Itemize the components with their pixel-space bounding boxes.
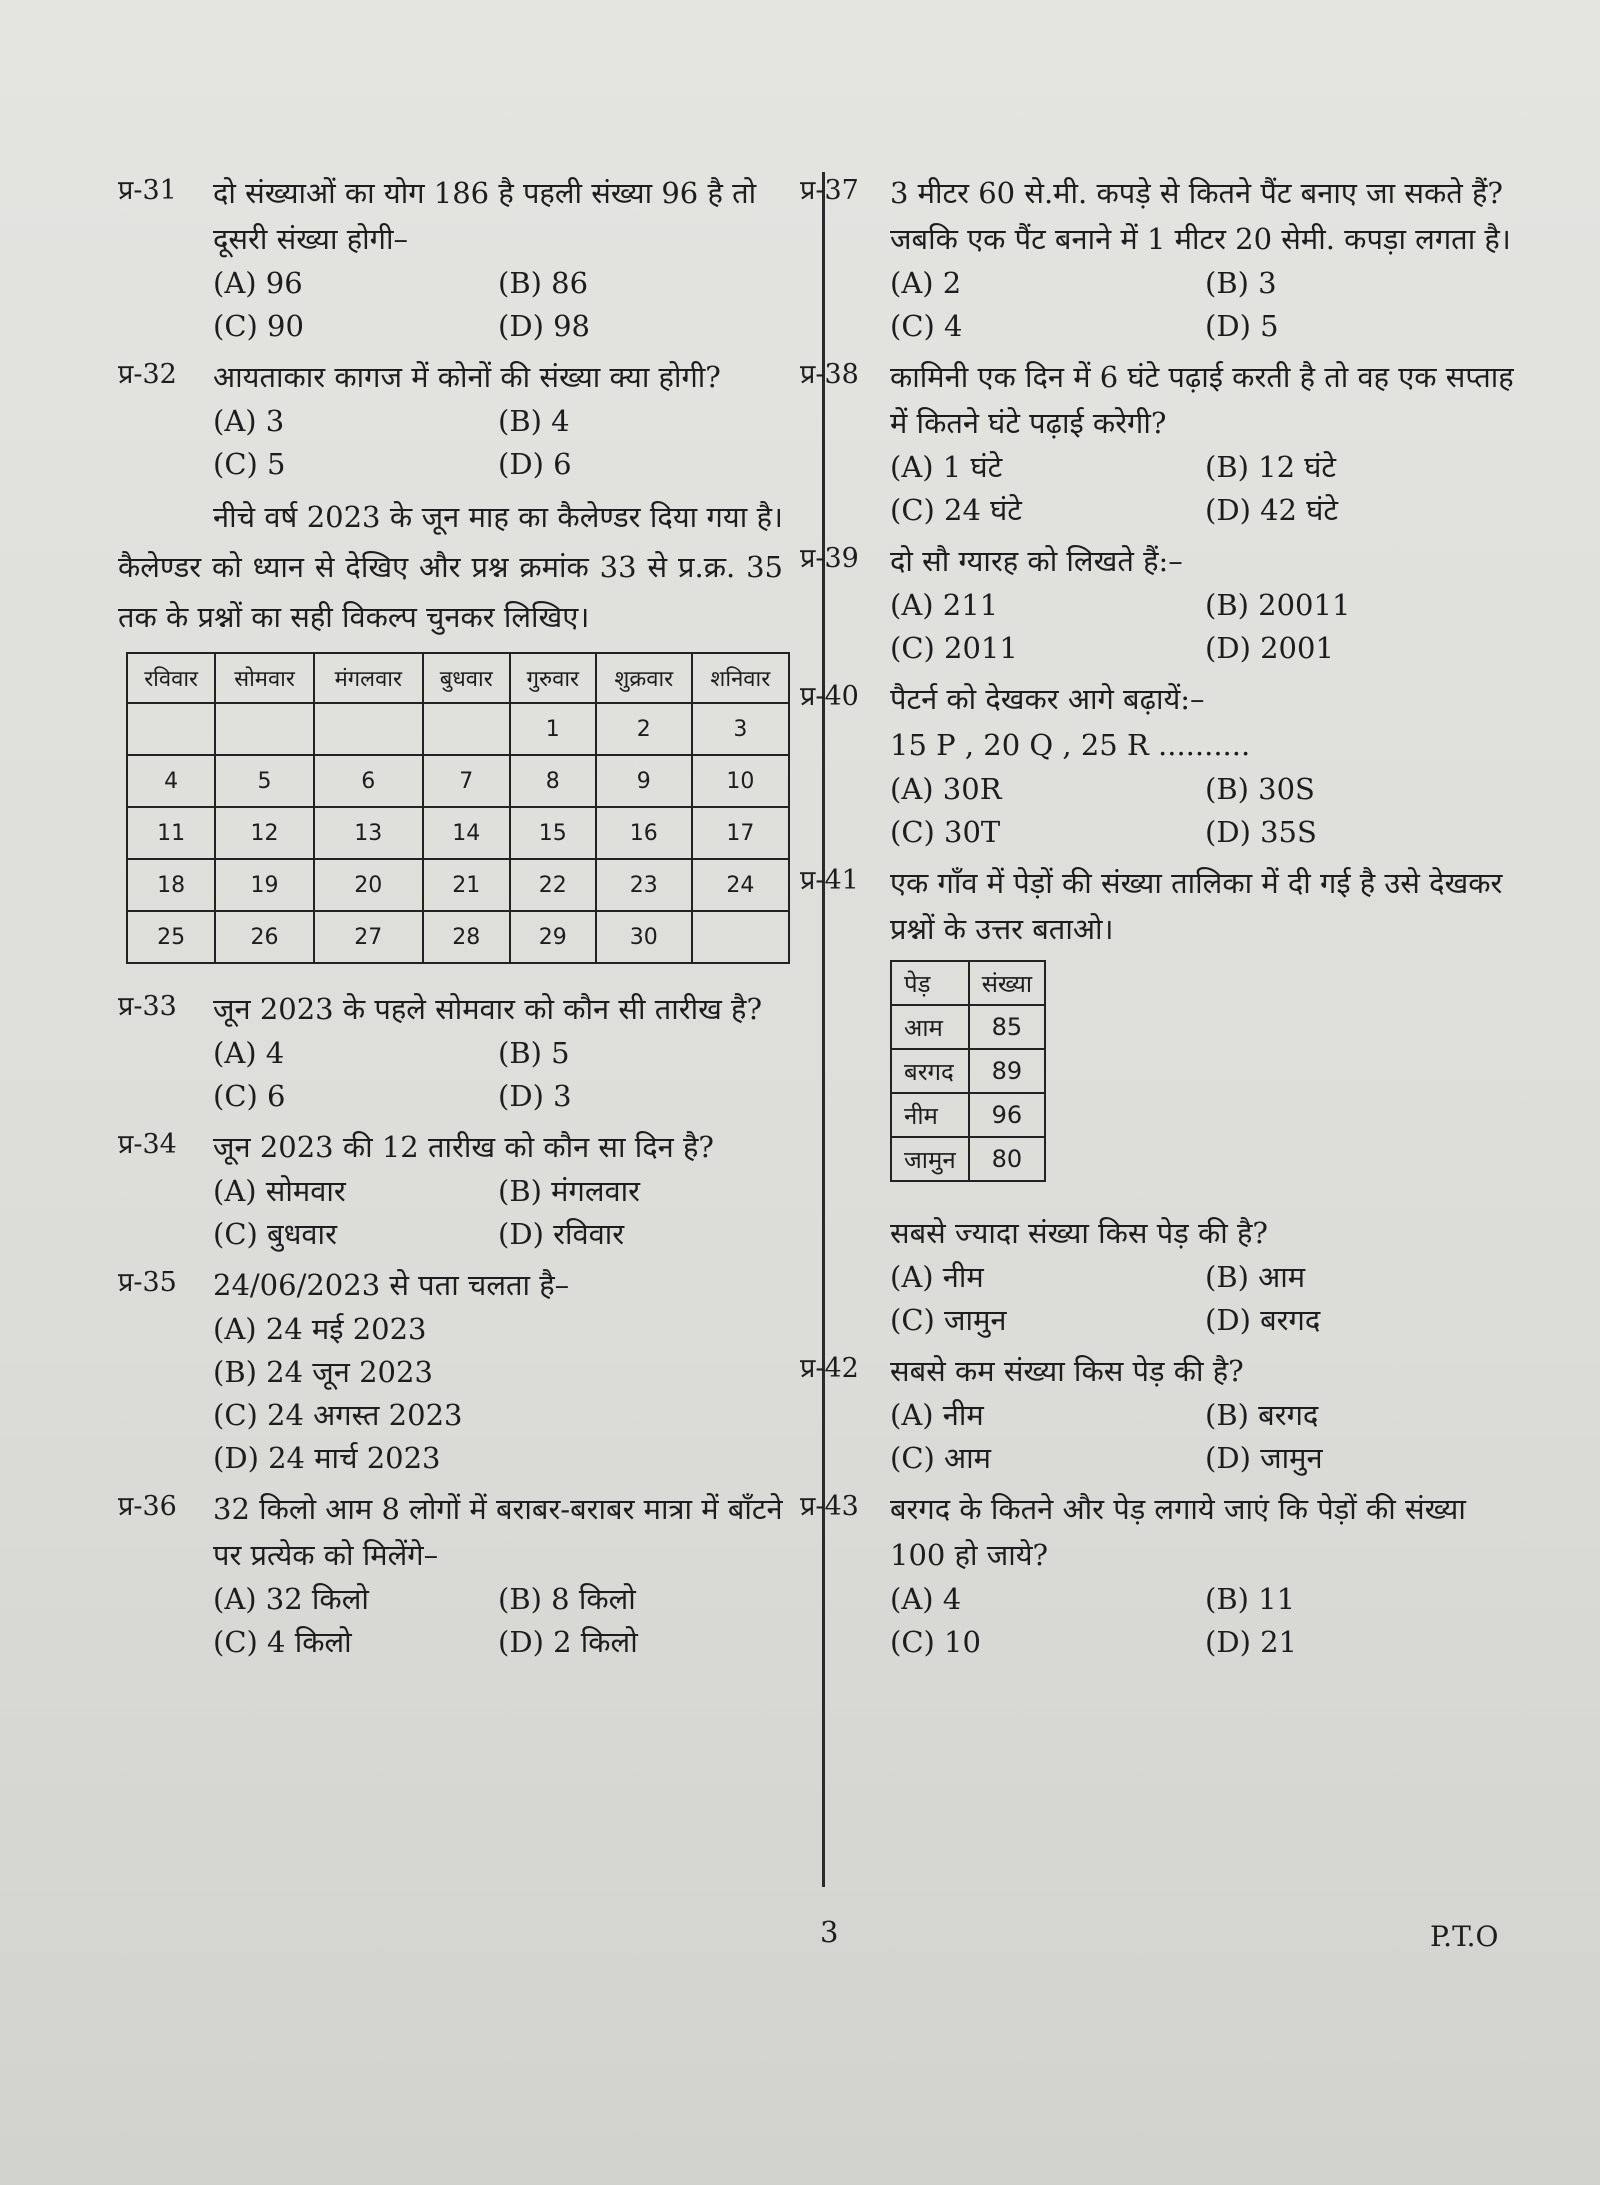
question-number: प्र-34 bbox=[118, 1129, 177, 1160]
tree-count: 85 bbox=[969, 1005, 1045, 1049]
question-number: प्र-36 bbox=[118, 1491, 177, 1522]
option-c: (C) 90 bbox=[213, 309, 304, 343]
option-b: (B) 12 घंटे bbox=[1205, 450, 1337, 484]
calendar-day: 16 bbox=[596, 807, 692, 859]
june-2023-calendar bbox=[126, 652, 790, 964]
calendar-day: 12 bbox=[215, 807, 314, 859]
option-b: (B) 3 bbox=[1205, 266, 1277, 300]
tree-name: जामुन bbox=[891, 1137, 969, 1181]
option-a: (A) 4 bbox=[890, 1582, 962, 1616]
question-number: प्र-33 bbox=[118, 991, 177, 1022]
option-d: (D) 2001 bbox=[1205, 631, 1334, 665]
pto-label: P.T.O bbox=[1430, 1920, 1499, 1953]
option-c: (C) 5 bbox=[213, 447, 286, 481]
question-text: 32 किलो आम 8 लोगों में बराबर-बराबर मात्रा में बाँटने पर प्रत्येक को मिलेंगे– bbox=[213, 1492, 783, 1572]
question-number: प्र-38 bbox=[800, 359, 859, 390]
option-c: (C) 6 bbox=[213, 1079, 286, 1113]
question-text: जून 2023 के पहले सोमवार को कौन सी तारीख है? bbox=[213, 992, 762, 1026]
option-d: (D) 5 bbox=[1205, 309, 1279, 343]
question-36 bbox=[118, 1486, 783, 1664]
calendar-day: 10 bbox=[692, 755, 789, 807]
option-d: (D) रविवार bbox=[498, 1217, 625, 1251]
question-33 bbox=[118, 986, 783, 1118]
calendar-header: गुरुवार bbox=[510, 653, 596, 703]
option-b: (B) 8 किलो bbox=[498, 1582, 636, 1616]
right-column bbox=[800, 170, 1520, 1670]
calendar-day: 26 bbox=[215, 911, 314, 963]
calendar-day: 7 bbox=[423, 755, 510, 807]
question-text: कामिनी एक दिन में 6 घंटे पढ़ाई करती है तो वह एक सप्ताह में कितने घंटे पढ़ाई करेगी? bbox=[890, 360, 1514, 440]
question-number: प्र-43 bbox=[800, 1491, 859, 1522]
option-d: (D) 35S bbox=[1205, 815, 1317, 849]
calendar-day: 5 bbox=[215, 755, 314, 807]
option-c: (C) 24 अगस्त 2023 bbox=[213, 1398, 463, 1432]
question-number: प्र-40 bbox=[800, 681, 859, 712]
calendar-day: 3 bbox=[692, 703, 789, 755]
question-text: एक गाँव में पेड़ों की संख्या तालिका में दी गई है उसे देखकर प्रश्नों के उत्तर बताओ। bbox=[890, 866, 1503, 946]
question-number: प्र-35 bbox=[118, 1267, 177, 1298]
question-text: बरगद के कितने और पेड़ लगाये जाएं कि पेड़ों की संख्या 100 हो जाये? bbox=[890, 1492, 1466, 1572]
calendar-day: 17 bbox=[692, 807, 789, 859]
calendar-day: 18 bbox=[127, 859, 215, 911]
option-d: (D) 98 bbox=[498, 309, 590, 343]
calendar-day bbox=[314, 703, 423, 755]
option-d: (D) 2 किलो bbox=[498, 1625, 638, 1659]
page-number: 3 bbox=[820, 1915, 839, 1949]
calendar-intro: नीचे वर्ष 2023 के जून माह का कैलेण्डर दिया गया है। कैलेण्डर को ध्यान से देखिए और प्रश्न क्रमांक 33 से प्र.क्र. 35 तक के प्रश्नों का सही विकल्प चुनकर लिखिए। bbox=[118, 500, 783, 634]
question-text: जून 2023 की 12 तारीख को कौन सा दिन है? bbox=[213, 1130, 714, 1164]
tree-count: 80 bbox=[969, 1137, 1045, 1181]
calendar-week bbox=[127, 859, 789, 911]
tree-count: 89 bbox=[969, 1049, 1045, 1093]
tree-name: नीम bbox=[891, 1093, 969, 1137]
tree-count: 96 bbox=[969, 1093, 1045, 1137]
calendar-day: 30 bbox=[596, 911, 692, 963]
tree-count-table bbox=[890, 960, 1046, 1182]
question-38 bbox=[800, 354, 1520, 532]
option-a: (A) सोमवार bbox=[213, 1174, 346, 1208]
option-c: (C) 10 bbox=[890, 1625, 981, 1659]
calendar-day: 19 bbox=[215, 859, 314, 911]
option-d: (D) 42 घंटे bbox=[1205, 493, 1338, 527]
sub-question-text: सबसे ज्यादा संख्या किस पेड़ की है? bbox=[890, 1216, 1268, 1250]
calendar-day: 20 bbox=[314, 859, 423, 911]
option-d: (D) 24 मार्च 2023 bbox=[213, 1441, 441, 1475]
calendar-day: 21 bbox=[423, 859, 510, 911]
calendar-day: 9 bbox=[596, 755, 692, 807]
calendar-header: बुधवार bbox=[423, 653, 510, 703]
option-b: (B) 5 bbox=[498, 1036, 570, 1070]
calendar-header: शनिवार bbox=[692, 653, 789, 703]
option-a: (A) 211 bbox=[890, 588, 999, 622]
option-c: (C) 30T bbox=[890, 815, 1001, 849]
option-a: (A) 1 घंटे bbox=[890, 450, 1003, 484]
calendar-day: 27 bbox=[314, 911, 423, 963]
question-37 bbox=[800, 170, 1520, 348]
tree-name: बरगद bbox=[891, 1049, 969, 1093]
calendar-week bbox=[127, 755, 789, 807]
calendar-day: 2 bbox=[596, 703, 692, 755]
calendar-day: 13 bbox=[314, 807, 423, 859]
question-text: दो सौ ग्यारह को लिखते हैं:– bbox=[890, 544, 1183, 578]
question-text: सबसे कम संख्या किस पेड़ की है? bbox=[890, 1354, 1244, 1388]
option-a: (A) 2 bbox=[890, 266, 962, 300]
option-d: (D) बरगद bbox=[1205, 1303, 1321, 1337]
option-c: (C) 4 किलो bbox=[213, 1625, 352, 1659]
tree-table-header: संख्या bbox=[969, 961, 1045, 1005]
calendar-header: शुक्रवार bbox=[596, 653, 692, 703]
option-a: (A) नीम bbox=[890, 1398, 984, 1432]
calendar-day: 14 bbox=[423, 807, 510, 859]
tree-table-header: पेड़ bbox=[891, 961, 969, 1005]
calendar-header: मंगलवार bbox=[314, 653, 423, 703]
calendar-day: 1 bbox=[510, 703, 596, 755]
option-b: (B) आम bbox=[1205, 1260, 1306, 1294]
calendar-header: रविवार bbox=[127, 653, 215, 703]
option-a: (A) 4 bbox=[213, 1036, 285, 1070]
table-row bbox=[891, 1049, 1045, 1093]
question-text: 3 मीटर 60 से.मी. कपड़े से कितने पैंट बनाए जा सकते हैं? जबकि एक पैंट बनाने में 1 मीटर 20 सेमी. कपड़ा लगता है। bbox=[890, 176, 1511, 256]
calendar-day: 8 bbox=[510, 755, 596, 807]
option-d: (D) 3 bbox=[498, 1079, 572, 1113]
question-number: प्र-41 bbox=[800, 865, 859, 896]
pattern-text: 15 P , 20 Q , 25 R .......... bbox=[890, 728, 1251, 762]
question-number: प्र-31 bbox=[118, 175, 177, 206]
question-number: प्र-32 bbox=[118, 359, 177, 390]
option-b: (B) 86 bbox=[498, 266, 589, 300]
calendar-day: 25 bbox=[127, 911, 215, 963]
option-b: (B) 11 bbox=[1205, 1582, 1296, 1616]
calendar-day: 15 bbox=[510, 807, 596, 859]
question-34 bbox=[118, 1124, 783, 1256]
option-d: (D) 6 bbox=[498, 447, 572, 481]
option-a: (A) नीम bbox=[890, 1260, 984, 1294]
question-41 bbox=[800, 860, 1520, 1342]
option-a: (A) 24 मई 2023 bbox=[213, 1312, 427, 1346]
calendar-day: 4 bbox=[127, 755, 215, 807]
table-row bbox=[891, 1005, 1045, 1049]
question-42 bbox=[800, 1348, 1520, 1480]
calendar-day: 23 bbox=[596, 859, 692, 911]
calendar-header: सोमवार bbox=[215, 653, 314, 703]
calendar-week bbox=[127, 807, 789, 859]
question-43 bbox=[800, 1486, 1520, 1664]
option-a: (A) 3 bbox=[213, 404, 285, 438]
question-35 bbox=[118, 1262, 783, 1480]
calendar-day: 11 bbox=[127, 807, 215, 859]
option-b: (B) 4 bbox=[498, 404, 570, 438]
option-d: (D) जामुन bbox=[1205, 1441, 1323, 1475]
option-b: (B) मंगलवार bbox=[498, 1174, 640, 1208]
calendar-day: 24 bbox=[692, 859, 789, 911]
calendar-day: 6 bbox=[314, 755, 423, 807]
calendar-day bbox=[127, 703, 215, 755]
option-a: (A) 32 किलो bbox=[213, 1582, 369, 1616]
option-c: (C) 2011 bbox=[890, 631, 1018, 665]
calendar-week bbox=[127, 703, 789, 755]
question-text: पैटर्न को देखकर आगे बढ़ायें:– bbox=[890, 682, 1205, 716]
option-b: (B) 24 जून 2023 bbox=[213, 1355, 433, 1389]
question-text: 24/06/2023 से पता चलता है– bbox=[213, 1268, 570, 1302]
option-c: (C) आम bbox=[890, 1441, 992, 1475]
calendar-day: 29 bbox=[510, 911, 596, 963]
option-b: (B) बरगद bbox=[1205, 1398, 1319, 1432]
tree-name: आम bbox=[891, 1005, 969, 1049]
option-c: (C) बुधवार bbox=[213, 1217, 337, 1251]
left-column bbox=[118, 170, 783, 1670]
calendar-day: 28 bbox=[423, 911, 510, 963]
option-c: (C) 24 घंटे bbox=[890, 493, 1022, 527]
tree-table-header-row bbox=[891, 961, 1045, 1005]
question-31 bbox=[118, 170, 783, 348]
option-a: (A) 96 bbox=[213, 266, 303, 300]
table-row bbox=[891, 1137, 1045, 1181]
question-40 bbox=[800, 676, 1520, 854]
question-text: दो संख्याओं का योग 186 है पहली संख्या 96 है तो दूसरी संख्या होगी– bbox=[213, 176, 757, 256]
option-a: (A) 30R bbox=[890, 772, 1002, 806]
calendar-day bbox=[215, 703, 314, 755]
option-b: (B) 30S bbox=[1205, 772, 1315, 806]
question-32 bbox=[118, 354, 783, 486]
option-c: (C) 4 bbox=[890, 309, 963, 343]
option-c: (C) जामुन bbox=[890, 1303, 1007, 1337]
question-number: प्र-37 bbox=[800, 175, 859, 206]
calendar-header-row bbox=[127, 653, 789, 703]
question-number: प्र-39 bbox=[800, 543, 859, 574]
calendar-day bbox=[692, 911, 789, 963]
option-b: (B) 20011 bbox=[1205, 588, 1351, 622]
question-text: आयताकार कागज में कोनों की संख्या क्या होगी? bbox=[213, 360, 721, 394]
calendar-day: 22 bbox=[510, 859, 596, 911]
calendar-day bbox=[423, 703, 510, 755]
question-39 bbox=[800, 538, 1520, 670]
question-number: प्र-42 bbox=[800, 1353, 859, 1384]
table-row bbox=[891, 1093, 1045, 1137]
option-d: (D) 21 bbox=[1205, 1625, 1297, 1659]
calendar-week bbox=[127, 911, 789, 963]
